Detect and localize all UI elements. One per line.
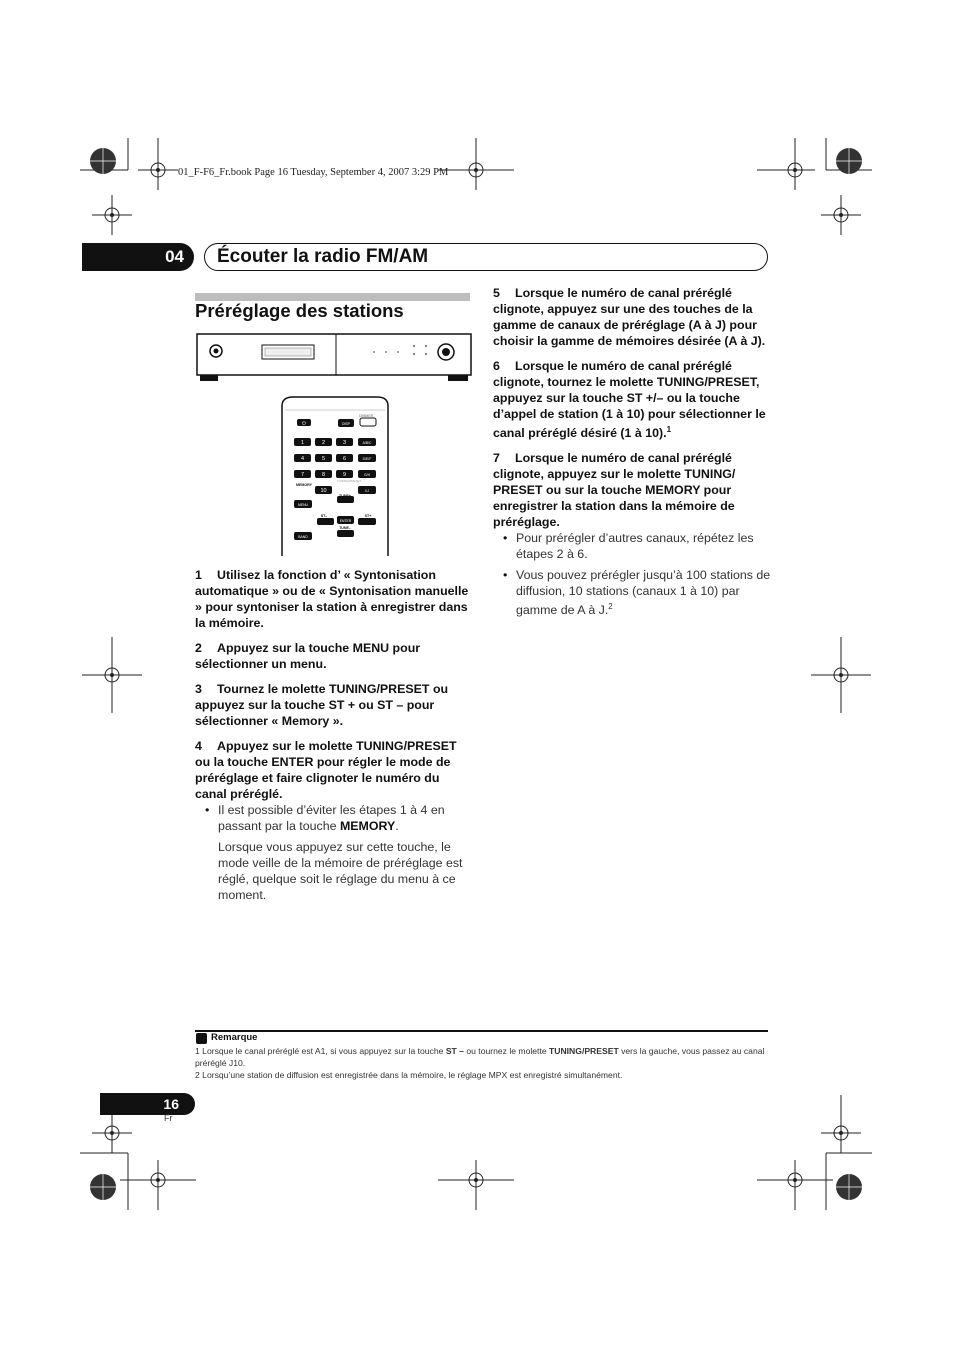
- remote-button-label-15: I/J: [365, 489, 369, 493]
- note-1: 1 Lorsque le canal préréglé est A1, si vous appuyez sur la touche ST – ou tournez le molette TUNING/PRESET vers la gauche, vous passez au canal préréglé J10.: [195, 1046, 765, 1068]
- chapter-title: Écouter la radio FM/AM: [204, 243, 768, 271]
- page-language: Fr: [164, 1113, 173, 1123]
- step-6: 6 Lorsque le numéro de canal préréglé clignote, tournez le molette TUNING/PRESET, appuyez sur la touche ST +/– ou la touche d’appel de station (1 à 10) pour sélectionner le canal préréglé désiré (1 à 10).$^1$: [493, 359, 766, 441]
- step-4-bullet: • Il est possible d’éviter les étapes 1 à 4 en passant par la touche MEMORY.: [195, 802, 473, 834]
- remote-button-label-10: 8: [321, 472, 326, 478]
- remote-label-18: ST–: [320, 514, 328, 518]
- remote-button-label-8: D/E/F: [362, 457, 372, 461]
- remote-label-13: MEMORY: [295, 483, 313, 487]
- note-text: [195, 1045, 770, 1081]
- page-number: 16: [100, 1093, 195, 1115]
- remote-nav-button-2: [358, 518, 376, 525]
- remote-button-label-14: 10: [320, 488, 327, 494]
- note-rule: [195, 1030, 768, 1032]
- remote-button-label-6: 5: [321, 456, 326, 462]
- remote-top-label: DIMMER: [359, 414, 374, 418]
- remote-button-label-9: 7: [300, 472, 305, 478]
- remote-nav-button-1: [317, 518, 334, 525]
- step-1: 1 Utilisez la fonction d’ « Syntonisation automatique » ou de « Syntonisation manuelle » pour syntoniser la station à enregistrer dans la mémoire.: [195, 568, 469, 630]
- remote-button-label-11: 9: [342, 472, 347, 478]
- step-4-note: Lorsque vous appuyez sur cette touche, le mode veille de la mémoire de préréglage est réglé, quelque soit le réglage du menu à ce moment.: [218, 840, 463, 902]
- remote-control-illustration: [281, 396, 389, 556]
- step-7: 7 Lorsque le numéro de canal préréglé clignote, appuyez sur le molette TUNING/ PRESET ou sur la touche MEMORY pour enregistrer la station dans la mémoire de préréglage.: [493, 451, 736, 530]
- remote-button-label-4: A/B/C: [362, 441, 372, 445]
- remote-label-20: ST+: [364, 514, 372, 518]
- section-title: Préréglage des stations: [195, 300, 404, 321]
- step-4: 4 Appuyez sur le molette TUNING/PRESET ou la touche ENTER pour régler le mode de préréglage et faire clignoter le numéro du canal préréglé.: [195, 739, 457, 801]
- note-pencil-icon: [196, 1033, 207, 1044]
- remote-button-label-12: G/H: [363, 473, 371, 477]
- step-5: 5 Lorsque le numéro de canal préréglé clignote, appuyez sur une des touches de la gamme de canaux de préréglage (A à J) pour choisir la gamme de mémoires désirée (A à J).: [493, 286, 766, 348]
- right-column: [493, 285, 771, 623]
- step-7-bullet-2: • Vous pouvez prérégler jusqu’à 100 stations de diffusion, 10 stations (canaux 1 à 10) par gamme de A à J.$^2$: [493, 567, 771, 618]
- remote-button-label-5: 4: [300, 456, 305, 462]
- chapter-number: 04: [82, 243, 194, 271]
- remote-button-label-0: DISP: [342, 422, 350, 426]
- remote-button-label-3: 3: [342, 440, 347, 446]
- remote-button-label-22: BAND: [298, 535, 308, 539]
- step-7-bullet-1: • Pour prérégler d’autres canaux, répétez les étapes 2 à 6.: [493, 530, 771, 562]
- step-2: 2 Appuyez sur la touche MENU pour sélectionner un menu.: [195, 641, 421, 671]
- remote-label-21: TUNE–: [339, 526, 351, 530]
- book-info-line: 01_F-F6_Fr.book Page 16 Tuesday, September 4, 2007 3:29 PM: [178, 167, 449, 178]
- remote-nav-button-3: [337, 530, 354, 537]
- remote-hint: TUNING/PRESET: [337, 479, 362, 483]
- remote-button-label-7: 6: [342, 456, 347, 462]
- remote-button-label-19: ENTER: [339, 519, 352, 523]
- remote-nav-button-0: [337, 496, 354, 503]
- remote-button-label-1: 1: [300, 440, 305, 446]
- remote-button-label-2: 2: [321, 440, 326, 446]
- note-heading: Remarque: [211, 1032, 258, 1043]
- step-3: 3 Tournez le molette TUNING/PRESET ou appuyez sur la touche ST + ou ST – pour sélectionner « Memory ».: [195, 682, 449, 728]
- tuner-front-panel-illustration: [196, 333, 472, 385]
- svg-text:⏻: ⏻: [302, 421, 306, 427]
- remote-button-label-17: MENU: [298, 503, 308, 507]
- note-2: 2 Lorsqu’une station de diffusion est enregistrée dans la mémoire, le réglage MPX est enregistré simultanément.: [195, 1070, 623, 1080]
- left-column: [195, 567, 473, 903]
